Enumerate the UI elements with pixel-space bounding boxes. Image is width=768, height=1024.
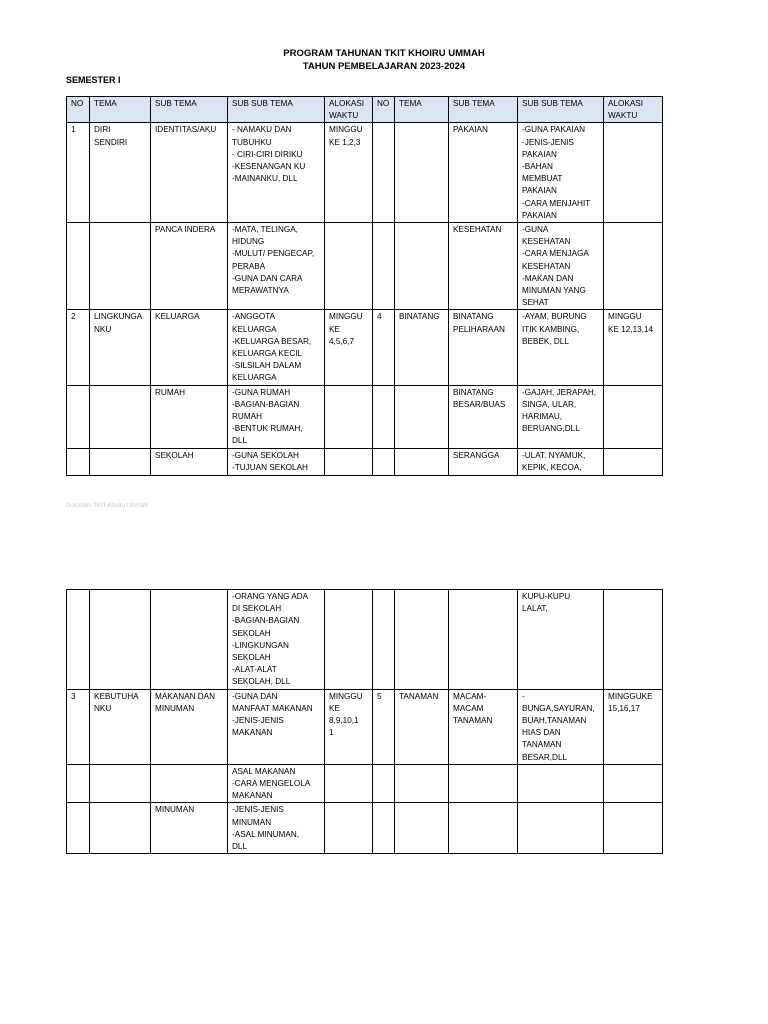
table-cell [325, 223, 373, 310]
table-cell [604, 590, 663, 690]
cell-text: LINGKUNGA NKU [94, 312, 143, 334]
table-cell [449, 448, 518, 475]
table-cell [604, 764, 663, 803]
table-cell [373, 223, 395, 310]
header-sub-tema-2: SUB TEMA [449, 97, 518, 123]
cell-text: -GUNA SEKOLAH -TUJUAN SEKOLAH [232, 450, 308, 472]
cell-text: MAKANAN DAN MINUMAN [155, 691, 216, 713]
cell-text: -GUNA KESEHATAN -CARA MENJAGA KESEHATAN -MAKAN DAN MINUMAN YANG SEHAT [522, 225, 589, 308]
cell-text: -JENIS-JENIS MINUMAN -ASAL MINUMAN, DLL [232, 805, 300, 852]
cell-text: KESEHATAN [453, 225, 502, 235]
table-cell [395, 223, 449, 310]
cell-text: 4 [377, 312, 382, 322]
table-cell [67, 385, 90, 448]
table-cell [449, 689, 518, 764]
table-cell [395, 803, 449, 854]
cell-text: MINGGU KE 12,13,14 [608, 312, 654, 334]
table-cell [228, 448, 325, 475]
header-tema-2: TEMA [395, 97, 449, 123]
table-cell [67, 764, 90, 803]
document-subtitle: TAHUN PEMBELAJARAN 2023-2024 [302, 61, 466, 72]
table-cell [67, 689, 90, 764]
table-cell [151, 803, 228, 854]
table-row [67, 448, 663, 475]
header-sub-sub-tema-2: SUB SUB TEMA [518, 97, 604, 123]
table-cell [151, 310, 228, 385]
header-sub-sub-tema: SUB SUB TEMA [228, 97, 325, 123]
table-cell [325, 689, 373, 764]
table-cell [151, 689, 228, 764]
table-cell [151, 764, 228, 803]
table-cell [67, 123, 90, 223]
table-cell [518, 223, 604, 310]
table-cell [151, 590, 228, 690]
table-cell [228, 764, 325, 803]
table-cell [604, 448, 663, 475]
table-cell [228, 385, 325, 448]
table-cell [90, 123, 151, 223]
cell-text: TANAMAN [399, 691, 439, 701]
table-cell [90, 310, 151, 385]
cell-text: IDENTITAS/AKU [155, 125, 217, 135]
cell-text: RUMAH [155, 387, 186, 397]
cell-text: - BUNGA,SAYURAN, BUAH,TANAMAN HIAS DAN TANAMAN BESAR,DLL [522, 691, 595, 762]
cell-text: MINGGU KE 4,5,6,7 [329, 312, 363, 346]
table-cell [449, 590, 518, 690]
table-cell [90, 590, 151, 690]
table-cell [228, 689, 325, 764]
table-body-page1 [67, 123, 663, 475]
table-cell [604, 310, 663, 385]
table-cell [604, 123, 663, 223]
table-cell [373, 590, 395, 690]
cell-text: PAKAIAN [453, 125, 488, 135]
table-row [67, 803, 663, 854]
cell-text: -AYAM, BURUNG ITIK KAMBING, BEBEK, DLL [522, 312, 587, 346]
table-cell [604, 223, 663, 310]
cell-text: MINGGUKE 15,16,17 [608, 691, 653, 713]
table-cell [449, 764, 518, 803]
cell-text: -GUNA PAKAIAN -JENIS-JENIS PAKAIAN -BAHAN MEMBUAT PAKAIAN -CARA MENJAHIT PAKAIAN [522, 125, 591, 220]
table-cell [90, 385, 151, 448]
table-cell [518, 385, 604, 448]
table-cell [373, 385, 395, 448]
table-cell [604, 385, 663, 448]
cell-text: 3 [71, 691, 76, 701]
cell-text: BINATANG [399, 312, 440, 322]
table-cell [67, 803, 90, 854]
table-cell [395, 689, 449, 764]
table-cell [325, 123, 373, 223]
cell-text: KEBUTUHA NKU [94, 691, 139, 713]
table-cell [395, 448, 449, 475]
table-body-page2 [67, 590, 663, 854]
table-cell [518, 764, 604, 803]
program-table-page1 [66, 96, 663, 476]
cell-text: KUPU-KUPU LALAT, [522, 592, 571, 614]
header-sub-tema: SUB TEMA [151, 97, 228, 123]
table-header-row [67, 97, 663, 123]
table-cell [325, 590, 373, 690]
cell-text: ASAL MAKANAN -CARA MENGELOLA MAKANAN [232, 766, 311, 801]
cell-text: SEKOLAH [155, 450, 194, 460]
table-row [67, 385, 663, 448]
table-cell [325, 310, 373, 385]
table-cell [373, 310, 395, 385]
table-cell [90, 448, 151, 475]
cell-text: 1 [71, 125, 76, 135]
cell-text: MINGGU KE 1,2,3 [329, 125, 363, 147]
table-row [67, 223, 663, 310]
footer-watermark: Dokumen TKIT Khoiru Ummah [66, 503, 148, 509]
header-no: NO [67, 97, 90, 123]
table-cell [373, 448, 395, 475]
table-cell [228, 590, 325, 690]
table-cell [228, 123, 325, 223]
table-cell [449, 385, 518, 448]
table-cell [373, 764, 395, 803]
cell-text: DIRI SENDIRI [94, 125, 128, 147]
table-cell [325, 448, 373, 475]
table-cell [325, 385, 373, 448]
table-cell [325, 764, 373, 803]
table-cell [67, 590, 90, 690]
table-cell [449, 223, 518, 310]
cell-text: 2 [71, 312, 76, 322]
cell-text: KELUARGA [155, 312, 200, 322]
table-cell [90, 764, 151, 803]
header-alokasi-waktu-2: ALOKASI WAKTU [604, 97, 663, 123]
table-cell [373, 803, 395, 854]
table-cell [518, 590, 604, 690]
table-cell [151, 223, 228, 310]
document-title: PROGRAM TAHUNAN TKIT KHOIRU UMMAH [283, 48, 485, 59]
table-cell [151, 123, 228, 223]
header-alokasi-waktu: ALOKASI WAKTU [325, 97, 373, 123]
table-row [67, 123, 663, 223]
table-cell [151, 385, 228, 448]
table-cell [67, 310, 90, 385]
cell-text: MINGGU KE 8,9,10,1 1 [329, 691, 363, 738]
table-cell [67, 223, 90, 310]
table-cell [449, 310, 518, 385]
table-cell [449, 803, 518, 854]
table-cell [518, 803, 604, 854]
cell-text: MINUMAN [155, 805, 195, 815]
header-tema: TEMA [90, 97, 151, 123]
program-table-page2 [66, 589, 663, 854]
table-cell [604, 803, 663, 854]
table-cell [228, 803, 325, 854]
cell-text: - NAMAKU DAN TUBUHKU - CIRI-CIRI DIRIKU -KESENANGAN KU -MAINANKU, DLL [232, 125, 306, 184]
cell-text: -ULAT. NYAMUK, KEPIK, KECOA, [522, 450, 586, 472]
table-cell [395, 764, 449, 803]
table-row [67, 689, 663, 764]
cell-text: -GUNA RUMAH -BAGIAN-BAGIAN RUMAH -BENTUK RUMAH, DLL [232, 387, 303, 446]
cell-text: -GAJAH, JERAPAH, SINGA, ULAR, HARIMAU, BERUANG,DLL [522, 387, 597, 434]
table-cell [90, 223, 151, 310]
table-cell [604, 689, 663, 764]
table-cell [449, 123, 518, 223]
table-cell [395, 123, 449, 223]
table-row [67, 590, 663, 690]
table-cell [90, 803, 151, 854]
cell-text: BINATANG PELIHARAAN [453, 312, 505, 334]
table-cell [228, 223, 325, 310]
table-cell [373, 123, 395, 223]
table-cell [228, 310, 325, 385]
cell-text: -GUNA DAN MANFAAT MAKANAN -JENIS-JENIS MAKANAN [232, 691, 313, 738]
cell-text: SERANGGA [453, 450, 500, 460]
table-cell [151, 448, 228, 475]
table-cell [518, 448, 604, 475]
table-cell [518, 310, 604, 385]
table-cell [373, 689, 395, 764]
cell-text: -ORANG YANG ADA DI SEKOLAH -BAGIAN-BAGIAN SEKOLAH -LINGKUNGAN SEKOLAH -ALAT-ALAT SEKOLAH, DLL [232, 592, 309, 687]
table-cell [518, 689, 604, 764]
table-cell [395, 590, 449, 690]
cell-text: BINATANG BESAR/BUAS [453, 387, 506, 409]
table-cell [395, 385, 449, 448]
cell-text: -MATA, TELINGA, HIDUNG -MULUT/ PENGECAP, PERABA -GUNA DAN CARA MERAWATNYA [232, 225, 315, 296]
cell-text: 5 [377, 691, 382, 701]
table-cell [325, 803, 373, 854]
table-cell [90, 689, 151, 764]
header-no-2: NO [373, 97, 395, 123]
semester-label: SEMESTER I [66, 75, 121, 85]
table-cell [518, 123, 604, 223]
cell-text: MACAM- MACAM TANAMAN [453, 691, 493, 726]
cell-text: -ANGGOTA KELUARGA -KELUARGA BESAR, KELUARGA KECIL -SILSILAH DALAM KELUARGA [232, 312, 312, 383]
table-row [67, 310, 663, 385]
table-cell [395, 310, 449, 385]
table-cell [67, 448, 90, 475]
table-row [67, 764, 663, 803]
cell-text: PANCA INDERA [155, 225, 216, 235]
